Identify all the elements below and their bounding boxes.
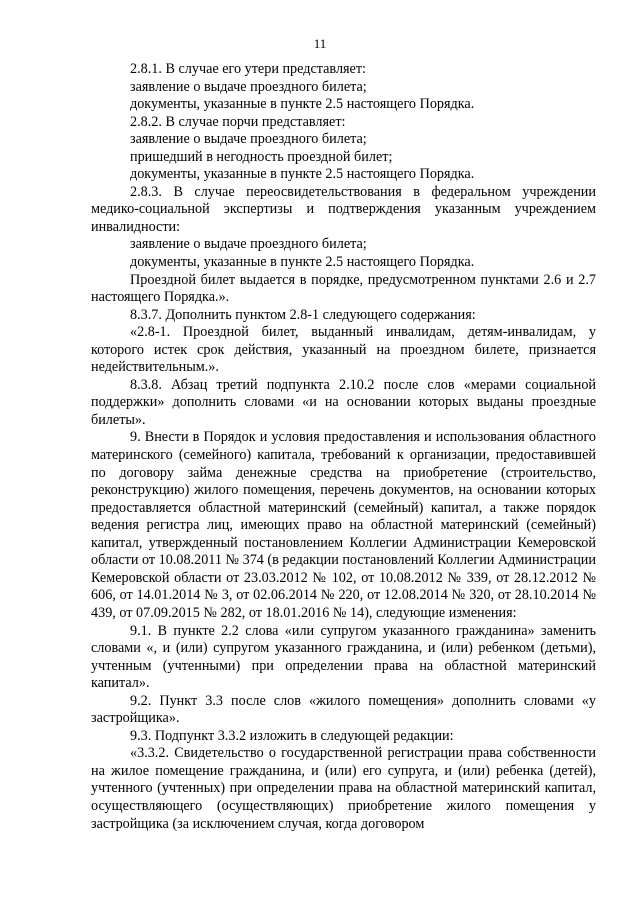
paragraph: 2.8.2. В случае порчи представляет: [130, 113, 346, 130]
paragraph: заявление о выдаче проездного билета; [130, 236, 367, 253]
paragraph: 9.3. Подпункт 3.3.2 изложить в следующей редакции: [130, 727, 454, 744]
paragraph: 8.3.7. Дополнить пунктом 2.8-1 следующего содержания: [130, 306, 476, 323]
paragraph: 9.1. В пункте 2.2 слова «или супругом указанного гражданина» заменить словами «, и (или) супругом указанного гражданина, и (или) ребенком (детьми), учтенным (учтенными) при определении права на областной материнский капитал». [91, 622, 596, 692]
paragraph: Проездной билет выдается в порядке, предусмотренном пунктами 2.6 и 2.7 настоящего Порядка.». [91, 271, 596, 306]
paragraph: 2.8.1. В случае его утери представляет: [130, 61, 366, 77]
paragraph: 9. Внести в Порядок и условия предоставления и использования областного материнского (семейного) капитала, требований к организации, предоставившей по договору займа денежные средства на приобретение (строительство, реконструкцию) жилого помещения, перечень документов, на основании которых предоставляется областной материнский (семейный) капитал, а также порядок ведения регистра лиц, имеющих право на областной материнский (семейный) капитал, утвержденный постановлением Коллегии Администрации Кемеровской области от 10.08.2011 № 374 (в редакции постановлений Коллегии Администрации Кемеровской области от 23.03.2012 № 102, от 10.08.2012 № 339, от 28.12.2012 № 606, от 14.01.2014 № 3, от 02.06.2014 № 220, от 12.08.2014 № 320, от 28.10.2014 № 439, от 07.09.2015 № 282, от 18.01.2016 № 14), следующие изменения: [91, 429, 596, 621]
paragraph: заявление о выдаче проездного билета; [130, 78, 367, 95]
page-number: 11 [313, 36, 327, 51]
paragraph: заявление о выдаче проездного билета; [130, 131, 367, 148]
paragraph: документы, указанные в пункте 2.5 настоящего Порядка. [130, 254, 475, 271]
document-body [91, 61, 596, 833]
paragraph: документы, указанные в пункте 2.5 настоящего Порядка. [130, 166, 475, 183]
paragraph: 9.2. Пункт 3.3 после слов «жилого помещения» дополнить словами «у застройщика». [91, 692, 596, 727]
paragraph: 8.3.8. Абзац третий подпункта 2.10.2 после слов «мерами социальной поддержки» дополнить словами «и на основании которых выданы проездные билеты». [91, 376, 596, 428]
paragraph: документы, указанные в пункте 2.5 настоящего Порядка. [130, 96, 475, 113]
paragraph: 2.8.3. В случае переосвидетельствования в федеральном учреждении медико-социальной экспертизы и подтверждения указанным учреждением инвалидности: [91, 183, 596, 235]
paragraph: «3.3.2. Свидетельство о государственной регистрации права собственности на жилое помещение гражданина, и (или) его супруга, и (или) ребенка (детей), учтенного (учтенных) при определении права на областной материнский капитал, осуществляющего (осуществляющих) приобретение жилого помещения у застройщика (за исключением случая, когда договором [91, 745, 596, 832]
paragraph: пришедший в негодность проездной билет; [130, 148, 393, 165]
paragraph: «2.8-1. Проездной билет, выданный инвалидам, детям-инвалидам, у которого истек срок действия, указанный на проездном билете, признается недействительным.». [91, 324, 596, 376]
